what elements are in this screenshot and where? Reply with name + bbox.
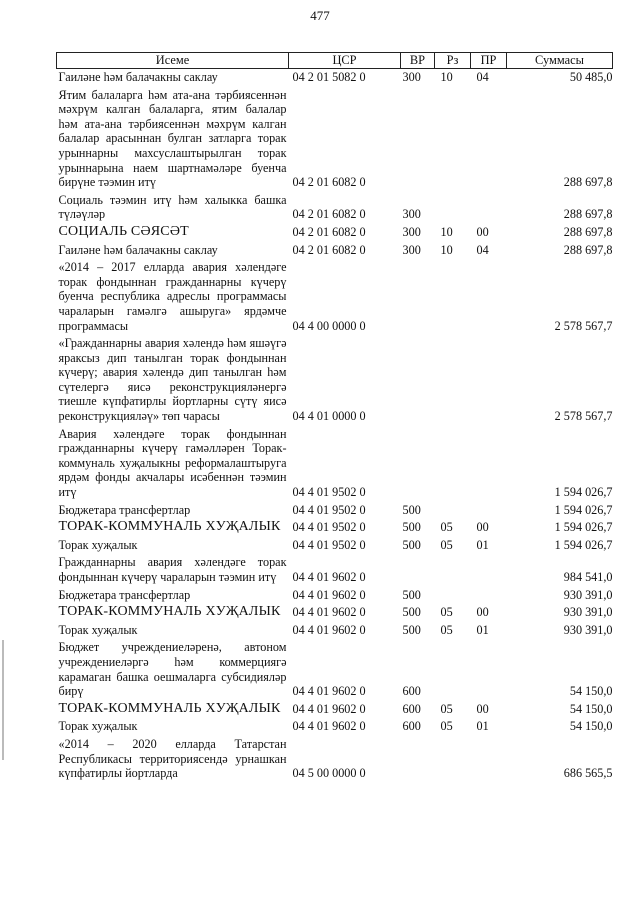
header-csr: ЦСР (289, 53, 401, 69)
cell-pr (471, 502, 507, 520)
cell-rz: 05 (440, 622, 453, 637)
cell-sum: 930 391,0 (563, 605, 613, 620)
cell-rz: 05 (440, 537, 453, 552)
header-vr: ВР (401, 53, 435, 69)
cell-vr: 300 (402, 224, 421, 239)
cell-rz (435, 87, 471, 192)
cell-csr: 04 2 01 6082 0 (292, 242, 366, 257)
cell-csr: 04 4 01 9602 0 (292, 622, 366, 637)
cell-sum: 930 391,0 (563, 622, 613, 637)
cell-rz: 05 (440, 719, 453, 734)
cell-name: Торак хуҗалык (58, 622, 138, 637)
table-row (57, 587, 613, 605)
cell-csr: 04 4 01 9502 0 (292, 537, 366, 552)
header-rz: Рз (435, 53, 471, 69)
cell-name: Торак хуҗалык (58, 537, 138, 552)
cell-pr: 01 (476, 537, 489, 552)
cell-name: Ятим балаларга һәм ата-ана тәрбиясеннән мәхрүм калган балаларга, ятим балалар һәм ата-ана тәрбиясеннән мәхрүм калган балалар арасыннан булган затларга торак урыннарны махсуслаштырылган торак урыннарына наем шартнамәләре буенча бирүне тәэмин итү (58, 87, 287, 190)
cell-name: «Гражданнарны авария хәлендә һәм яшәүгә яраксыз дип танылган торак фондыннан күчерү; авария хәлендә дип танылган һәм сүтелергә яисә реконструкцияләнергә тиешле күпфатирлы йортларны сүтү яисә реконструкцияләү» төп чарасы (58, 336, 287, 424)
cell-rz (435, 502, 471, 520)
cell-sum: 1 594 026,7 (554, 502, 613, 517)
cell-rz (435, 639, 471, 700)
cell-vr: 500 (402, 520, 421, 535)
cell-sum: 50 485,0 (507, 69, 613, 87)
cell-pr: 00 (476, 224, 489, 239)
cell-rz (435, 335, 471, 426)
cell-csr: 04 4 00 0000 0 (292, 318, 366, 333)
cell-name: ТОРАК-КОММУНАЛЬ ХУҖАЛЫК (58, 519, 281, 535)
table-body (57, 69, 613, 783)
cell-csr: 04 2 01 5082 0 (289, 69, 401, 87)
cell-sum: 288 697,8 (563, 207, 613, 222)
cell-name: «2014 – 2017 елларда авария хәлендәге торак фондыннан гражданнарны күчерү буенча республика адреслы программасы чараларын гамәлгә ашыруга» ярдәмче программасы (58, 260, 287, 333)
cell-csr: 04 4 01 9502 0 (292, 520, 366, 535)
table-row (57, 69, 613, 87)
cell-rz (435, 736, 471, 783)
cell-name: Авария хәлендәге торак фондыннан гражданнарны күчерү гамәлләрен Торак-коммуналь хуҗалыкны реформалаштыруга ярдәм фонды акчалары исәбеннән тәэмин итү (58, 426, 287, 500)
cell-name: Гаиләне һәм балачакны саклау (57, 69, 289, 87)
table-row (57, 335, 613, 426)
table-row (57, 701, 613, 719)
budget-table (56, 52, 613, 783)
cell-vr: 300 (402, 242, 421, 257)
cell-vr: 500 (402, 587, 421, 602)
table-row (57, 259, 613, 335)
cell-sum: 1 594 026,7 (554, 537, 613, 552)
cell-vr (401, 87, 435, 192)
cell-pr: 04 (471, 69, 507, 87)
cell-rz: 05 (440, 701, 453, 716)
cell-vr: 600 (402, 701, 421, 716)
cell-vr: 300 (402, 207, 421, 222)
cell-csr: 04 2 01 6082 0 (292, 224, 366, 239)
table-row (57, 639, 613, 700)
cell-pr (471, 554, 507, 586)
cell-name: Гаиләне һәм балачакны саклау (58, 242, 218, 257)
cell-pr: 01 (476, 719, 489, 734)
cell-csr: 04 2 01 6082 0 (292, 175, 366, 190)
cell-name: Торак хуҗалык (58, 719, 138, 734)
cell-csr: 04 4 01 9602 0 (292, 570, 366, 584)
table-row (57, 519, 613, 537)
table-row (57, 502, 613, 520)
cell-csr: 04 4 01 9602 0 (292, 587, 366, 602)
table-header-row (57, 53, 613, 69)
cell-csr: 04 2 01 6082 0 (292, 207, 366, 222)
cell-name: ТОРАК-КОММУНАЛЬ ХУҖАЛЫК (58, 700, 281, 716)
cell-sum: 54 150,0 (569, 719, 613, 734)
cell-rz: 05 (440, 605, 453, 620)
cell-sum: 1 594 026,7 (554, 520, 613, 535)
cell-sum: 288 697,8 (563, 242, 613, 257)
cell-csr: 04 4 01 9502 0 (292, 502, 366, 517)
cell-pr (471, 639, 507, 700)
cell-vr (401, 259, 435, 335)
cell-sum: 984 541,0 (563, 570, 613, 584)
cell-pr: 00 (476, 701, 489, 716)
cell-rz: 10 (440, 224, 453, 239)
header-name: Исеме (57, 53, 289, 69)
cell-sum: 686 565,5 (563, 766, 613, 781)
cell-csr: 04 4 01 9602 0 (292, 684, 366, 699)
cell-pr: 00 (476, 605, 489, 620)
cell-name: Социаль тәэмин итү һәм халыкка башка түләүләр (58, 192, 287, 222)
cell-rz (435, 192, 471, 224)
cell-pr (471, 335, 507, 426)
cell-pr (471, 426, 507, 502)
cell-rz: 10 (435, 69, 471, 87)
cell-vr: 500 (402, 622, 421, 637)
cell-csr: 04 5 00 0000 0 (292, 766, 366, 781)
scan-edge-mark (2, 640, 4, 760)
cell-name: Бюджетара трансфертлар (58, 587, 191, 602)
cell-sum: 54 150,0 (569, 684, 613, 699)
header-pr: ПР (471, 53, 507, 69)
cell-vr (401, 736, 435, 783)
cell-vr: 500 (402, 605, 421, 620)
cell-rz (435, 554, 471, 586)
cell-name: Бюджетара трансфертлар (58, 502, 191, 517)
cell-vr (401, 426, 435, 502)
cell-csr: 04 4 01 9602 0 (292, 719, 366, 734)
cell-csr: 04 4 01 0000 0 (292, 409, 366, 424)
cell-sum: 288 697,8 (563, 224, 613, 239)
cell-vr: 300 (401, 69, 435, 87)
cell-pr (471, 192, 507, 224)
table-row (57, 604, 613, 622)
cell-sum: 930 391,0 (563, 587, 613, 602)
table-row (57, 622, 613, 640)
cell-vr: 500 (402, 502, 421, 517)
table-row (57, 242, 613, 260)
cell-rz (435, 259, 471, 335)
cell-sum: 2 578 567,7 (554, 318, 613, 333)
table-row (57, 192, 613, 224)
cell-rz: 10 (440, 242, 453, 257)
cell-vr (401, 335, 435, 426)
cell-rz (435, 587, 471, 605)
page-number: 477 (310, 8, 330, 23)
cell-name: Бюджет учреждениеләренә, автоном учреждениеләргә һәм коммерциягә карамаган башка оешмаларга субсидияләр бирү (58, 640, 287, 699)
cell-csr: 04 4 01 9602 0 (292, 701, 366, 716)
cell-pr (471, 587, 507, 605)
cell-name: СОЦИАЛЬ СӘЯСӘТ (58, 223, 189, 239)
cell-pr: 04 (476, 242, 489, 257)
table-row (57, 224, 613, 242)
cell-pr (471, 87, 507, 192)
table-row (57, 718, 613, 736)
cell-name: ТОРАК-КОММУНАЛЬ ХУҖАЛЫК (58, 604, 281, 620)
table-row (57, 736, 613, 783)
cell-sum: 2 578 567,7 (554, 409, 613, 424)
cell-rz (435, 426, 471, 502)
cell-vr (401, 554, 435, 586)
cell-pr (471, 736, 507, 783)
table-row (57, 537, 613, 555)
cell-pr (471, 259, 507, 335)
cell-name: «2014 – 2020 елларда Татарстан Республикасы территориясендә урнашкан күпфатирлы йортларда (58, 736, 287, 781)
header-sum: Суммасы (507, 53, 613, 69)
cell-vr: 600 (402, 684, 421, 699)
cell-vr: 600 (402, 719, 421, 734)
cell-pr: 00 (476, 520, 489, 535)
cell-vr: 500 (402, 537, 421, 552)
cell-name: Гражданнарны авария хәлендәге торак фондыннан күчерү чараларын тәэмин итү (58, 555, 287, 584)
cell-sum: 1 594 026,7 (554, 485, 613, 500)
cell-sum: 288 697,8 (563, 175, 613, 190)
table-row (57, 87, 613, 192)
cell-csr: 04 4 01 9502 0 (292, 485, 366, 500)
cell-pr: 01 (476, 622, 489, 637)
cell-rz: 05 (440, 520, 453, 535)
table-row (57, 426, 613, 502)
cell-csr: 04 4 01 9602 0 (292, 605, 366, 620)
cell-sum: 54 150,0 (569, 701, 613, 716)
table-row (57, 554, 613, 586)
